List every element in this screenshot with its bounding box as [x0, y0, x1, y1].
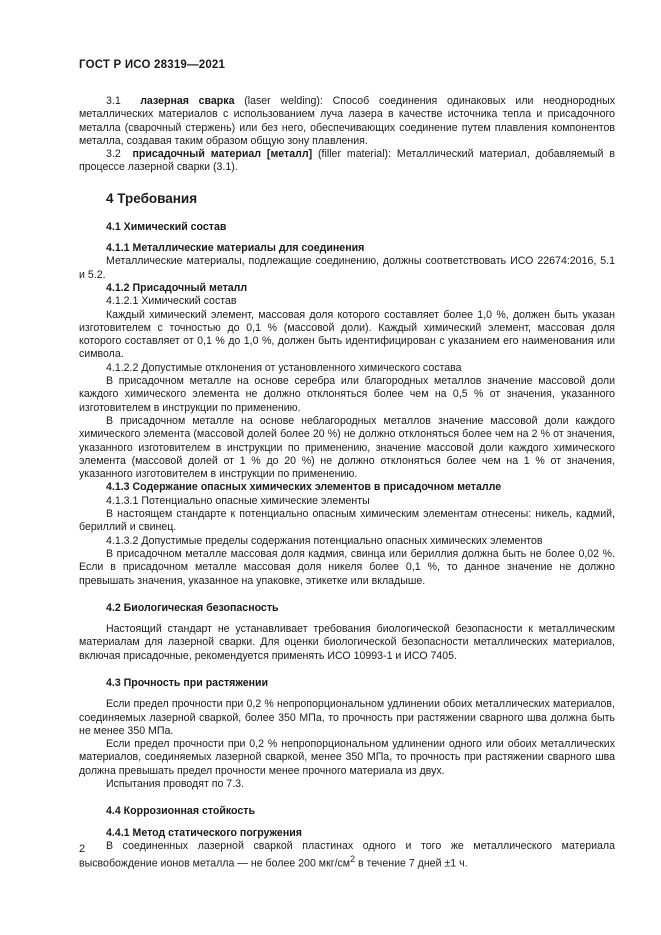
- paragraph-4-4-1: [79, 840, 615, 871]
- heading-4-1-2: 4.1.2 Присадочный металл: [106, 281, 248, 294]
- heading-4-1: 4.1 Химический состав: [106, 220, 227, 233]
- definition-term: лазерная сварка: [140, 95, 235, 107]
- paragraph-4-2: Настоящий стандарт не устанавливает требования биологической безопасности к металлическим материалам для лазерной сварки. Для оценки биологической безопасности металлических материалов, включая присадочные, рекомендуется применять ИСО 10993-1 и ИСО 7405.: [79, 623, 615, 662]
- superscript: 2: [350, 854, 356, 865]
- paragraph-4-1-3-2: В присадочном металле массовая доля кадмия, свинца или бериллия должна быть не более 0,02 %. Если в присадочном металле массовая доля никеля более 0,1 %, то данное значение не должно превышать значения, указанное на упаковке, этикетке или вкладыше.: [79, 547, 615, 587]
- document-body: [79, 95, 615, 871]
- heading-4-1-3: 4.1.3 Содержание опасных химических элементов в присадочном металле: [106, 481, 502, 494]
- definition-text: (filler material): Металлический материал, добавляемый в процессе лазерной сварки (3.1).: [79, 148, 615, 174]
- definition-3-2: [79, 148, 615, 175]
- heading-4-4-1: 4.4.1 Метод статического погружения: [106, 826, 302, 839]
- heading-4-4: 4.4 Коррозионная стойкость: [106, 805, 255, 818]
- heading-4-1-2-1: 4.1.2.1 Химический состав: [106, 295, 237, 308]
- paragraph-4-1-3-1: В настоящем стандарте к потенциально опасным химическим элементам отнесены: никель, кадмий, бериллий и свинец.: [79, 508, 615, 534]
- heading-4-3: 4.3 Прочность при растяжении: [106, 676, 269, 689]
- definition-number: 3.2: [106, 148, 121, 161]
- paragraph-4-1-2-2-a: В присадочном металле на основе серебра или благородных металлов значение массовой доли каждого химического элемента не должно отклоняться более чем на 0,5 % от значения, указанного изготовителем в инструкции по применению.: [79, 375, 615, 414]
- definition-term: присадочный материал [металл]: [132, 148, 313, 161]
- paragraph-4-1-2-1: Каждый химический элемент, массовая доля которого составляет более 1,0 %, должен быть указан изготовителем с точностью до 0,1 % (массовой доли). Каждый химический элемент, массовая доля которого составляет от 0,1 % до 1,0 %, должен быть идентифицирован с указанием его наименования или символа.: [79, 308, 615, 361]
- heading-4-2: 4.2 Биологическая безопасность: [106, 601, 279, 614]
- paragraph-4-1-2-2-b: В присадочном металле на основе неблагородных металлов значение массовой доли каждого химического элемента (массовой долей более 20 %) не должно отклоняться более чем на 2 % от значения, указанного изготовителем в инструкции по применению, значение массовой доли каждого химического элемента (массовой долей от 1 % до 20 %) не должно отклоняться более чем на 1 % от значения, указанного изготовителем в инструкции по применению.: [79, 414, 615, 481]
- section-4-title: 4 Требования: [106, 190, 198, 206]
- heading-4-1-1: 4.1.1 Металлические материалы для соединения: [106, 242, 365, 255]
- definition-text: (laser welding): Способ соединения одинаковых или неоднородных металлических материалов с использованием луча лазера в качестве источника тепла и присадочного металла (сварочный стержень) или без него, обеспечивающих соединение путем плавления компонентов металла, создавая таким образом общую зону плавления.: [79, 95, 615, 147]
- document-header: ГОСТ Р ИСО 28319—2021: [79, 59, 226, 71]
- heading-4-1-3-2: 4.1.3.2 Допустимые пределы содержания потенциально опасных химических элементов: [106, 534, 543, 547]
- definition-3-1: [79, 95, 615, 148]
- paragraph-text-end: в течение 7 дней ±1 ч.: [355, 857, 468, 870]
- paragraph-text: В соединенных лазерной сваркой пластинах одного и того же металлического материала высвобождение ионов металла — не более 200 мкг/см: [79, 839, 615, 870]
- heading-4-1-3-1: 4.1.3.1 Потенциально опасные химические элементы: [106, 494, 370, 507]
- paragraph-4-1-1: Металлические материалы, подлежащие соединению, должны соответствовать ИСО 22674:2016, 5.1 и 5.2.: [79, 255, 615, 281]
- page-number: 2: [79, 843, 86, 855]
- heading-4-1-2-2: 4.1.2.2 Допустимые отклонения от установленного химического состава: [106, 361, 462, 374]
- paragraph-4-3-c: Испытания проводят по 7.3.: [106, 778, 244, 791]
- paragraph-4-3-a: Если предел прочности при 0,2 % непропорциональном удлинении обоих металлических материалов, соединяемых лазерной сваркой, более 350 МПа, то прочность при растяжении сварного шва должна быть не менее 350 МПа.: [79, 698, 615, 737]
- paragraph-4-3-b: Если предел прочности при 0,2 % непропорциональном удлинении одного или обоих металлических материалов, соединяемых лазерной сваркой, менее 350 МПа, то прочность при растяжении сварного шва должна превышать предел прочности менее прочного материала из двух.: [79, 738, 615, 777]
- definition-number: 3.1: [106, 95, 121, 107]
